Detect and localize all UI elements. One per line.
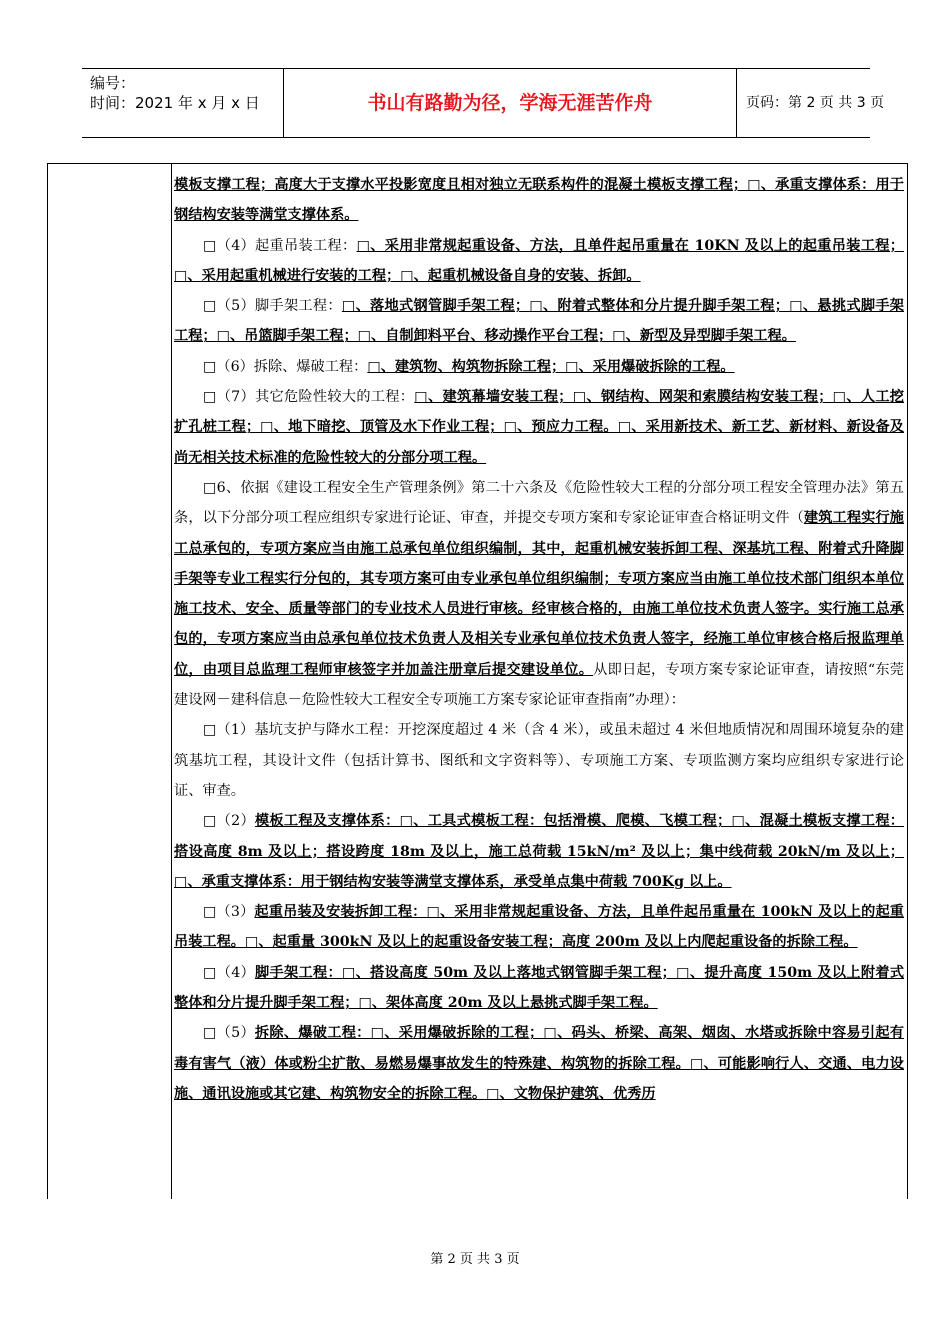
paragraph: □（5）脚手架工程：□、落地式钢管脚手架工程；□、附着式整体和分片提升脚手架工程；□、悬挑式脚手架工程；□、吊篮脚手架工程；□、自制卸料平台、移动操作平台工程；□、新型及异型脚手架工程。: [174, 298, 904, 345]
content-table: [47, 163, 908, 1199]
paragraph: □（5）拆除、爆破工程：□、采用爆破拆除的工程；□、码头、桥梁、高架、烟囱、水塔或拆除中容易引起有毒有害气（液）体或粉尘扩散、易燃易爆事故发生的特殊建、构筑物的拆除工程。□、可能影响行人、交通、电力设施、通讯设施或其它建、构筑物安全的拆除工程。□、文物保护建筑、优秀历: [174, 1025, 904, 1102]
paragraph: □（1）基坑支护与降水工程：开挖深度超过 4 米（含 4 米），或虽未超过 4 米但地质情况和周围环境复杂的建筑基坑工程，其设计文件（包括计算书、图纸和文字资料等）、专项施工方案、专项监测方案均应组织专家进行论证、审查。: [174, 722, 904, 799]
paragraph: □6、依据《建设工程安全生产管理条例》第二十六条及《危险性较大工程的分部分项工程安全管理办法》第五条，以下分部分项工程应组织专家进行论证、审查，并提交专项方案和专家论证审查合格证明文件（建筑工程实行施工总承包的，专项方案应当由施工总承包单位组织编制，其中，起重机械安装拆卸工程、深基坑工程、附着式升降脚手架等专业工程实行分包的，其专项方案可由专业承包单位组织编制；专项方案应当由施工单位技术部门组织本单位施工技术、安全、质量等部门的专业技术人员进行审核。经审核合格的，由施工单位技术负责人签字。实行施工总承包的，专项方案应当由总承包单位技术负责人及相关专业承包单位技术负责人签字，经施工单位审核合格后报监理单位，由项目总监理工程师审核签字并加盖注册章后提交建设单位。从即日起，专项方案专家论证审查，请按照“东莞建设网－建科信息－危险性较大工程安全专项施工方案专家论证审查指南”办理）：: [174, 479, 904, 709]
paragraph: □（7）其它危险性较大的工程：□、建筑幕墙安装工程；□、钢结构、网架和索膜结构安装工程；□、人工挖扩孔桩工程；□、地下暗挖、顶管及水下作业工程；□、预应力工程。□、采用新技术、新工艺、新材料、新设备及尚无相关技术标准的危险性较大的分部分项工程。: [174, 389, 904, 466]
date-label: 时间：2021 年 x 月 x 日: [90, 94, 260, 112]
paragraph: □（4）脚手架工程：□、搭设高度 50m 及以上落地式钢管脚手架工程；□、提升高度 150m 及以上附着式整体和分片提升脚手架工程；□、架体高度 20m 及以上悬挑式脚手架工程。: [174, 964, 905, 1012]
paragraph: □（6）拆除、爆破工程：□、建筑物、构筑物拆除工程；□、采用爆破拆除的工程。: [203, 358, 735, 375]
page-header: [82, 68, 885, 138]
motto: 书山有路勤为径，学海无涯苦作舟: [284, 69, 737, 137]
header-info-cell: [82, 69, 284, 137]
page-footer: 第 2 页 共 3 页: [430, 1252, 520, 1267]
paragraph: 模板支撑工程；高度大于支撑水平投影宽度且相对独立无联系构件的混凝土模板支撑工程；□、承重支撑体系：用于钢结构安装等满堂支撑体系。: [174, 177, 904, 224]
page-indicator: 页码：第 2 页 共 3 页: [746, 95, 885, 111]
paragraph: □（4）起重吊装工程：□、采用非常规起重设备、方法，且单件起吊重量在 10KN 及以上的起重吊装工程；□、采用起重机械进行安装的工程；□、起重机械设备自身的安装、拆卸。: [174, 237, 904, 284]
content-cell: [174, 170, 904, 1109]
paragraph: □（3）起重吊装及安装拆卸工程：□、采用非常规起重设备、方法，且单件起吊重量在 100kN 及以上的起重吊装工程。□、起重量 300kN 及以上的起重设备安装工程；高度 200m 及以上内爬起重设备的拆除工程。: [174, 904, 904, 951]
paragraph: □（2）模板工程及支撑体系：□、工具式模板工程：包括滑模、爬模、飞模工程；□、混凝土模板支撑工程：搭设高度 8m 及以上；搭设跨度 18m 及以上，施工总荷载 15kN/m² 及以上；集中线荷载 20kN/m 及以上；□、承重支撑体系：用于钢结构安装等满堂支撑体系，承受单点集中荷载 700Kg 以上。: [174, 813, 904, 890]
number-label: 编号：: [90, 74, 136, 92]
column-divider: [171, 164, 172, 1199]
